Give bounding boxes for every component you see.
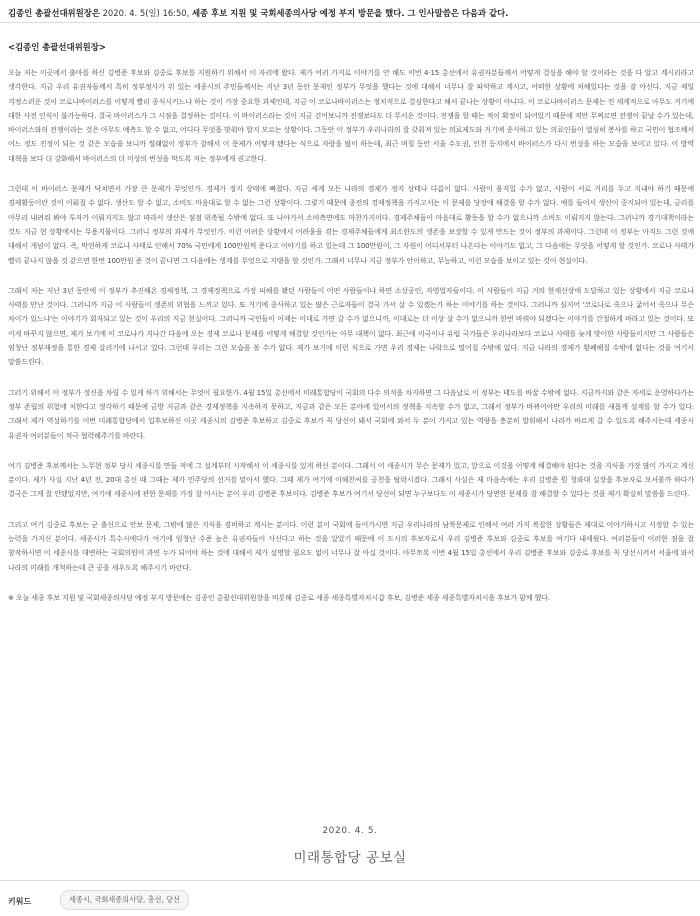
paragraph-3: 그래서 저는 지난 3년 동안에 이 정부가 추진해온 경제정책, 그 경제정책으로 가장 피해를 봤던 사람들이 어떤 사람들이냐 하면 소상공인, 자영업자들이다. 이 사람들이 지금 거의 한계선상에 도달하고 있는 상황에서 지금 코로나 사태를 만난 것이다. 그러니까 지금 이 사람들이 생존의 위협을 느끼고 있다. 또 거기에 종사하고 있는 많은 근로자들이 결국 가서 살 수 있겠는가 하는 이야기를 하는 것이다. 그러니까 심지어 '코로나로 죽으나 굶어서 죽으나 무슨 차이가 있느냐'는 이야기가 회자되고 있는 것이 우리의 지금 현실이다. 그러니까 국민들이 이제는 이대로 가면 갈 수가 없으니까, 이대로는 더 이상 살 수가 없으니까 한번 바꿔야 되겠다는 이야기를 간절하게 바라고 있는 것이다. 또 이게 바꾸지 않으면, 제가 보기에 이 코로나가 지나간 다음에 오는 경제 코로나 문제를 어떻게 해결할 것인가는 아무 대책이 없다. 최근에 미국이나 유럽 국가들은 우리나라보다 코로나 사태를 늦게 맞이한 사람들이지만 그 사람들은 엄청난 정부재정을 통한 경제 살리기에 나서고 있다. 그런데 우리는 그런 모습을 볼 수가 없다. 제가 보기에 이런 식으로 가면 우리 경제는 나락으로 떨어질 수밖에 없다. 지금 나라의 경제가 황폐해질 수밖에 없다는 것을 여기서 말씀드린다. — [8, 285, 694, 367]
keyword-tag[interactable]: 세종시, 국회세종의사당, 총선, 당선 — [60, 890, 189, 910]
paragraph-6: 그리고 여기 김중로 후보는 군 출신으로 안보 문제, 그밖에 많은 지식을 겸비하고 계시는 분이다. 이런 분이 국회에 들어가시면 지금 우리나라의 남북문제로 인해서 여러 가지 복잡한 상황들은 제대로 이야기하시고 시정할 수 있는 능력을 가지신 분이다. 세종시가 특수시에다가 여기에 엄청난 수준 높은 유권자들이 사신다고 하는 것을 알았기 때문에 이 도시의 후보자로서 우리 김병준 후보와 김중로 후보를 여기다 내세웠다. 여러분들이 이러한 점을 잘 참작하시면 이 세종시를 대변하는 국회의원이 과연 누가 되어야 하는 것에 대해서 제가 설명할 필요도 없이 너무나 잘 아실 것이다. 아무쪼록 이번 4월 15일 총선에서 우리 김병준 후보와 김중로 후보를 꼭 당선시켜서 서울에 와서 나라의 미래를 개척하는데 큰 공을 세우도록 해주시기 바란다. — [8, 519, 694, 572]
issuing-office: 미래통합당 공보실 — [293, 850, 407, 866]
release-date: 2020. 4. 5. — [322, 826, 378, 836]
intro-speaker: 김종인 총괄선대위원장은 — [8, 8, 100, 18]
paragraph-1: 오늘 저는 이곳에서 출마를 하신 김병준 후보와 김중로 후보를 지원하기 위해서 이 자리에 왔다. 제가 여러 가지로 이야기를 안 해도 이번 4·15 총선에서 유권자분들께서 어떻게 결심을 해야 할 것이라는 것을 다 알고 계시리라고 생각한다. 지금 우리 유권자들께서 특히 정부정사가 위 있는 세종시의 주민들께서는 지난 3년 동안 문재인 정부가 무엇을 했다는 것에 대해서 너무나 잘 파악하고 계시고, 어떠한 상황에 처해있다는 것을 잘 아신다. 지금 제일 걱정스러운 것이 코로나바이러스를 어떻게 빨리 종식시키느냐 하는 것이 가장 중요한 과제인데, 지금 이 코로나바이러스는 정치적으로 결심한다고 해서 끝나는 상황이 아니다. 이 코로나바이러스 문제는 전 세계적으로 아무도 거기에 대한 사전 인식이 불가능하다. 결국 바이러스가 그 시점을 결정하는 것이다. 이 바이러스라는 것이 지금 걷어보니까 전쟁보다도 더 무서운 것이다. 전쟁을 할 때는 적이 확정이 되어있기 때문에 적만 무찌르면 전쟁이 끝날 수가 있는데, 바이러스와의 전쟁이라는 것은 아무도 예측도 할 수 없고, 어디다 무엇을 맞춰야 할지 모르는 상황이다. 그동안 이 정부가 우리나라의 잘 갖춰져 있는 의료제도와 거기에 종사하고 있는 의료인들이 열심히 봉사를 하고 국민이 협조해서 어느 정도 진정이 되는 것 같은 모습을 보니까 썰래없이 정부가 잘해서 이 문제가 어떻게 됐다는 식으로 자랑을 많이 하는데, 최근 며칠 동안 서울 수도권, 인천 등지에서 바이러스가 다시 번성을 하는 모습을 보이고 있다. 이 방역 대책을 보다 더 강화해서 바이러스의 더 이상의 번성을 막도록 저는 정부에게 권고한다. — [8, 68, 695, 163]
keyword-label: 키워드 — [8, 897, 32, 906]
speech-body — [8, 66, 694, 621]
intro-date: 2020. 4. 5(일) 16:50, — [99, 8, 192, 18]
paragraph-2: 그런데 이 바이러스 문제가 닥치면서 가장 큰 문제가 무엇인가. 경제가 정지 상태에 빠졌다. 지금 세계 모든 나라의 경제가 정지 상태나 다름이 없다. 사람이 움직일 수가 없고, 사람이 서로 거리를 두고 지내야 하기 때문에 경제활동이란 것이 이뤄질 수 없다. 생산도 할 수 없고, 소비도 마음대로 할 수 없는 그런 상황이다. 그렇기 때문에 종전의 경제정책을 가지고서는 이 문제를 당장에 해결을 할 수가 없다. 예를 들어서 생산이 중지되어 있는데, 금리를 아무리 내려줘 봐야 투자가 이뤄지지도 않고 따라서 생산은 점점 위축될 수밖에 없다. 또 나아가서 소비측면에도 마찬가지이다. 경제주체들이 마음대로 활동을 할 수가 없으니까 소비도 이뤄지지 않는다. 그러니까 경기대책이라는 것도 지금 현 상황에서는 무용지물이다. 그러니 정부의 과제가 무엇인가. 이런 어려운 상황에서 어려움을 겪는 경제주체들에게 최소한도의 생존을 보장할 수 있게 만드는 것이 정부의 과제이다. 그런데 이 정부는 아직도 그런 것에 대해서 개념이 없다. 즉, 막연하게 코로나 사태로 인해서 70% 국민에게 100만원씩 준다고 이야기를 하고 있는데 그 100만원이, 그 자원이 어디서부터 나온다는 이야기도 없고, 그 다음에는 무엇을 어떻게 할 것인가. 코로나 사태가 빨리 끝나지 않을 것 같으면 한번 100만원 준 것이 끝나면 그 다음에는 생계를 무엇으로 지탱을 할 것인가. 그래서 너무나 지금 정부가 안이하고, 무능하고, 이런 모습을 보이고 있는 것이 현실이다. — [8, 184, 694, 265]
paragraph-4: 그러기 위해서 이 정부가 정신을 차릴 수 있게 하기 위해서는 무엇이 필요한가. 4월 15일 총선에서 미래통합당이 국회의 다수 의석을 차지하면 그 다음날로 이 정부는 태도를 바꿀 수밖에 없다. 지금까지와 같은 자세로 운영하다가는 정부 존립의 위험에 처한다고 생각하기 때문에 금방 지금과 같은 경제정책을 지속하지 못하고, 지금과 같은 모든 분야에 있어서의 정책을 지속할 수가 없고, 그래서 정부가 바뀌어야만 우리의 미래를 새롭게 설계를 할 수가 있다. 그래서 제가 역설하기를 이번 미래통합당에서 입후보하신 이곳 세종시의 김병준 후보하고 김중로 후보가 꼭 당선이 돼서 국회에 와서 두 분이 가지고 있는 역량을 충분히 발휘해서 나라가 바르게 갈 수 있도록 해주시는데 세종시 유권자 여러분들이 적극 협력해주기를 바란다. — [8, 387, 694, 440]
bottom-divider — [0, 880, 700, 881]
paragraph-5: 여기 김병준 후보께서는 노무현 정부 당시 세종시를 만들 적에 그 설계부터 시작해서 이 세종시를 있게 하신 분이다. 그래서 이 세종시가 무슨 문제가 있고, 앞으로 이것을 어떻게 해결해야 된다는 것을 지식을 가장 많이 가지고 계신 분이다. 제가 사실 지난 4년 전, 20대 총선 때 그때는 제가 민주당의 선거를 맡아서 했다. 그때 제가 여기에 이해찬씨를 공천을 탈락시켰다. 그래서 사실은 제 마음속에는 우리 김병준 뭔 청와대 실장을 후보자로 모셔볼까 하다가 결국은 그게 잘 안됐었지만, 여기에 세종시에 관한 문제를 가장 잘 아시는 분이 우리 김병준 후보이다. 김병준 후보가 여기서 당선이 되면 누구보다도 이 세종시가 당면한 문제를 잘 해결할 수 있다는 것을 제가 확실히 말씀을 드린다. — [8, 460, 694, 499]
intro-summary: 세종 후보 지원 및 국회세종의사당 예정 부지 방문을 했다. 그 인사말씀은 다음과 같다. — [191, 8, 509, 18]
top-divider — [0, 22, 700, 23]
intro-line — [8, 7, 692, 19]
attendance-note: ※ 오늘 세종 후보 지원 및 국회세종의사당 예정 부지 방문에는 김종인 총괄선대위원장을 비롯해 김중로 세종 세종특별자치시갑 후보, 김병준 세종 세종특별자치시을 후보가 함께 했다. — [8, 592, 550, 602]
speaker-heading: <김종인 총괄선대위원장> — [8, 42, 106, 52]
